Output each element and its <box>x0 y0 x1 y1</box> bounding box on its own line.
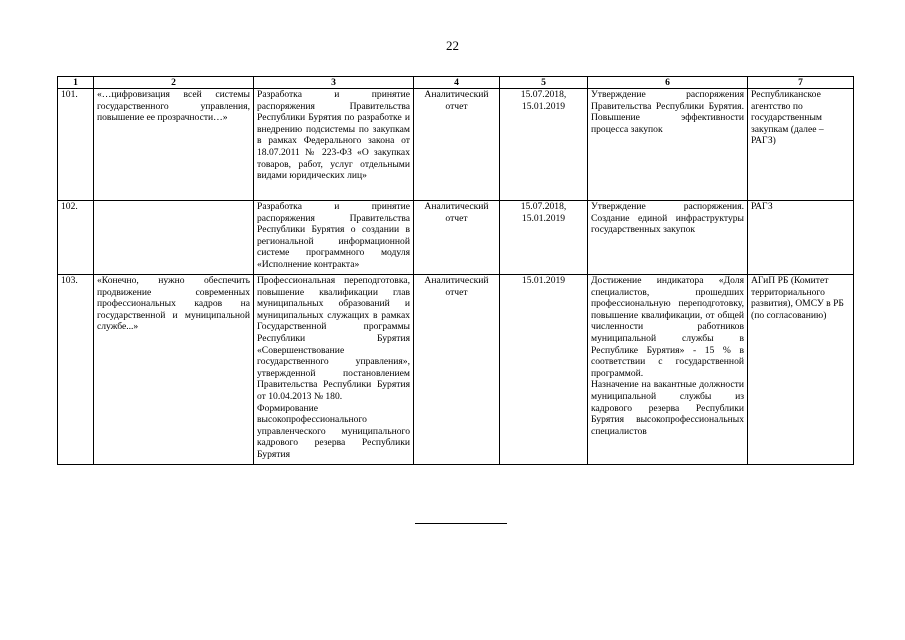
result-paragraph: Достижение индикатора «Доля специалистов, прошедших профессиональную переподготовку, повышение квалификации, от общей численности работников муниципальной службы в Республике Бурятия» - 15 % в соответствии с государственной программой. <box>591 275 744 379</box>
measure-paragraph: Профессиональная переподготовка, повышение квалификации глав муниципальных образований и муниципальных служащих в рамках Государственной программы Республики Бурятия «Совершенствование государственного управления», утвержденной постановлением Правительства Республики Бурятия от 10.04.2013 № 180. <box>257 275 410 402</box>
column-header-1: 1 <box>58 77 94 89</box>
form-cell: Аналитический отчет <box>414 275 500 465</box>
responsible-cell: РАГЗ <box>748 201 854 275</box>
column-header-5: 5 <box>500 77 588 89</box>
column-header-2: 2 <box>94 77 254 89</box>
column-header-6: 6 <box>588 77 748 89</box>
column-header-7: 7 <box>748 77 854 89</box>
result-paragraph: Назначение на вакантные должности муниципальной службы из кадрового резерва Республики Бурятия высокопрофессиональных специалистов <box>591 379 744 437</box>
quote-cell: «Конечно, нужно обеспечить продвижение современных профессиональных кадров на государственной и муниципальной службе...» <box>94 275 254 465</box>
measure-cell: Разработка и принятие распоряжения Правительства Республики Бурятия по разработке и внедрению подсистемы по закупкам в рамках Федерального закона от 18.07.2011 № 223-ФЗ «О закупках товаров, работ, услуг отдельными видами юридических лиц» <box>254 89 414 201</box>
quote-cell <box>94 201 254 275</box>
dates-cell: 15.07.2018, 15.01.2019 <box>500 89 588 201</box>
table-row <box>58 89 854 201</box>
measure-cell <box>254 275 414 465</box>
measure-cell: Разработка и принятие распоряжения Правительства Республики Бурятия о создании в региональной информационной системе программного модуля «Исполнение контракта» <box>254 201 414 275</box>
form-cell: Аналитический отчет <box>414 201 500 275</box>
measure-paragraph: Формирование высокопрофессионального управленческого муниципального кадрового резерва Республики Бурятия <box>257 402 410 460</box>
column-header-3: 3 <box>254 77 414 89</box>
result-cell: Утверждение распоряжения Правительства Республики Бурятия. Повышение эффективности процесса закупок <box>588 89 748 201</box>
row-number: 102. <box>58 201 94 275</box>
column-header-4: 4 <box>414 77 500 89</box>
table-row <box>58 201 854 275</box>
form-cell: Аналитический отчет <box>414 89 500 201</box>
dates-cell: 15.07.2018, 15.01.2019 <box>500 201 588 275</box>
page-number: 22 <box>446 38 459 53</box>
result-cell: Утверждение распоряжения. Создание единой инфраструктуры государственных закупок <box>588 201 748 275</box>
dates-cell: 15.01.2019 <box>500 275 588 465</box>
quote-cell: «…цифровизация всей системы государственного управления, повышение ее прозрачности…» <box>94 89 254 201</box>
row-number: 103. <box>58 275 94 465</box>
footnote-separator <box>415 523 507 524</box>
measures-table <box>57 76 854 465</box>
header-row <box>58 77 854 89</box>
row-number: 101. <box>58 89 94 201</box>
result-cell <box>588 275 748 465</box>
responsible-cell: АГиП РБ (Комитет территориального развития), ОМСУ в РБ (по согласованию) <box>748 275 854 465</box>
table-row <box>58 275 854 465</box>
responsible-cell: Республиканское агентство по государственным закупкам (далее – РАГЗ) <box>748 89 854 201</box>
